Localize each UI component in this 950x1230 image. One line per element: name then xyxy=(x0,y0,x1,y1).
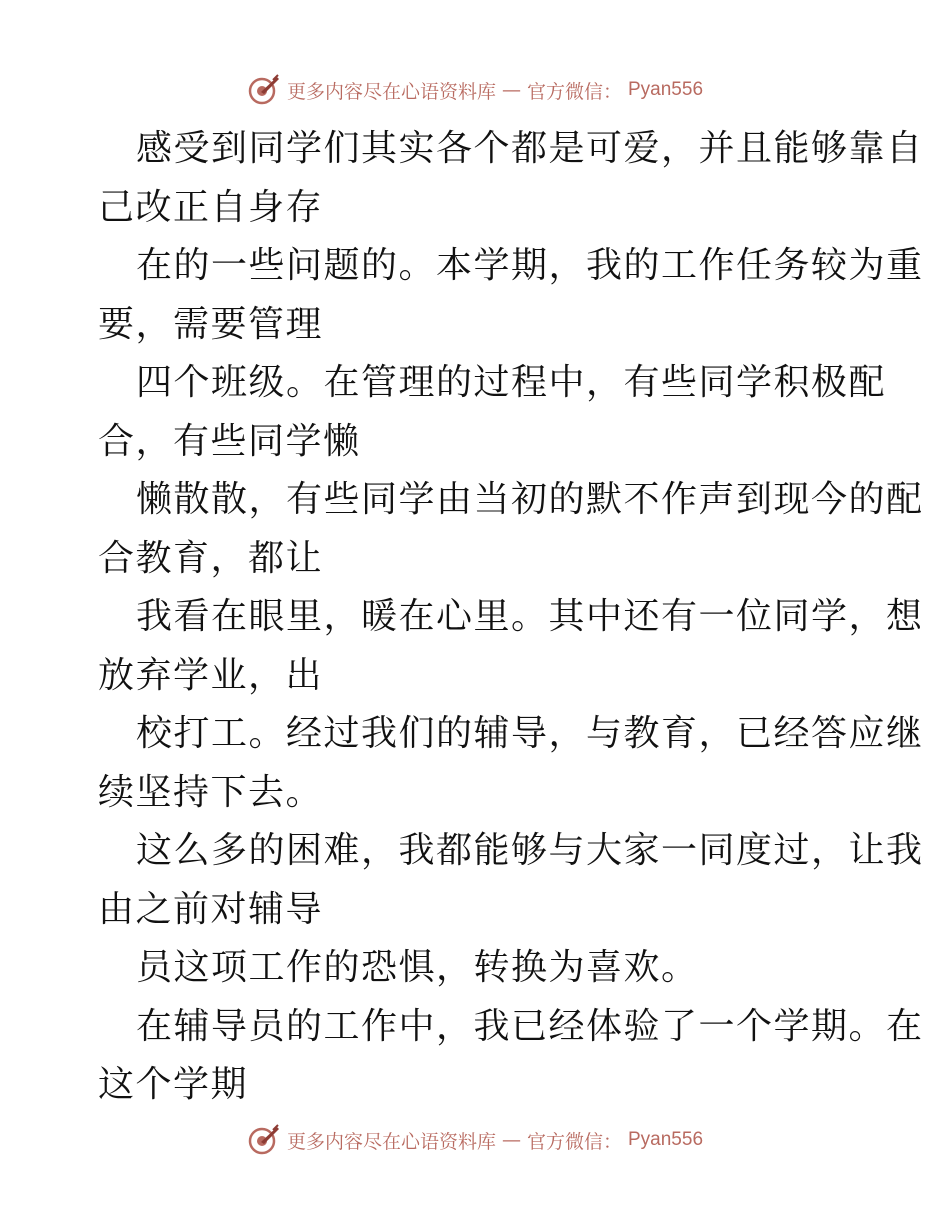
text-line: 己改正自身存 xyxy=(98,186,324,228)
text-line: 这个学期 xyxy=(98,1064,249,1105)
text-line: 这么多的困难，我都能够与大家一同度过，让我 xyxy=(136,830,924,871)
text-line: 放弃学业，出 xyxy=(98,654,324,696)
banner-separator: — xyxy=(501,79,521,101)
text-line: 四个班级。在管理的过程中，有些同学积极配 xyxy=(136,362,887,403)
wechat-id: Pyan556 xyxy=(628,79,704,100)
text-line: 合，有些同学懒 xyxy=(98,420,361,462)
text-line: 在辅导员的工作中，我已经体验了一个学期。在 xyxy=(136,1005,924,1047)
text-line: 员这项工作的恐惧，转换为喜欢。 xyxy=(136,947,699,988)
text-line: 感受到同学们其实各个都是可爱，并且能够靠自 xyxy=(136,128,924,169)
site-name: 更多内容尽在心语资料库 xyxy=(286,1130,496,1153)
text-line: 校打工。经过我们的辅导，与教育，已经答应继 xyxy=(136,713,924,754)
quill-pen-icon xyxy=(247,1123,281,1157)
banner-separator: — xyxy=(501,1129,521,1151)
text-line: 由之前对辅导 xyxy=(98,888,324,930)
text-line: 续坚持下去。 xyxy=(98,771,324,813)
wechat-label: 官方微信： xyxy=(526,1130,622,1153)
text-line: 我看在眼里，暖在心里。其中还有一位同学，想 xyxy=(136,596,924,637)
wechat-label: 官方微信： xyxy=(526,80,622,103)
quill-pen-icon xyxy=(247,73,281,107)
document-body xyxy=(98,120,924,1115)
text-line: 合教育，都让 xyxy=(98,537,324,579)
text-line: 在的一些问题的。本学期，我的工作任务较为重 xyxy=(136,245,924,286)
site-name: 更多内容尽在心语资料库 xyxy=(286,80,496,103)
text-line: 要，需要管理 xyxy=(98,303,324,345)
header-watermark-banner xyxy=(0,70,950,110)
text-line: 懒散散，有些同学由当初的默不作声到现今的配 xyxy=(136,479,924,520)
footer-watermark-banner xyxy=(0,1120,950,1160)
wechat-id: Pyan556 xyxy=(628,1129,704,1150)
